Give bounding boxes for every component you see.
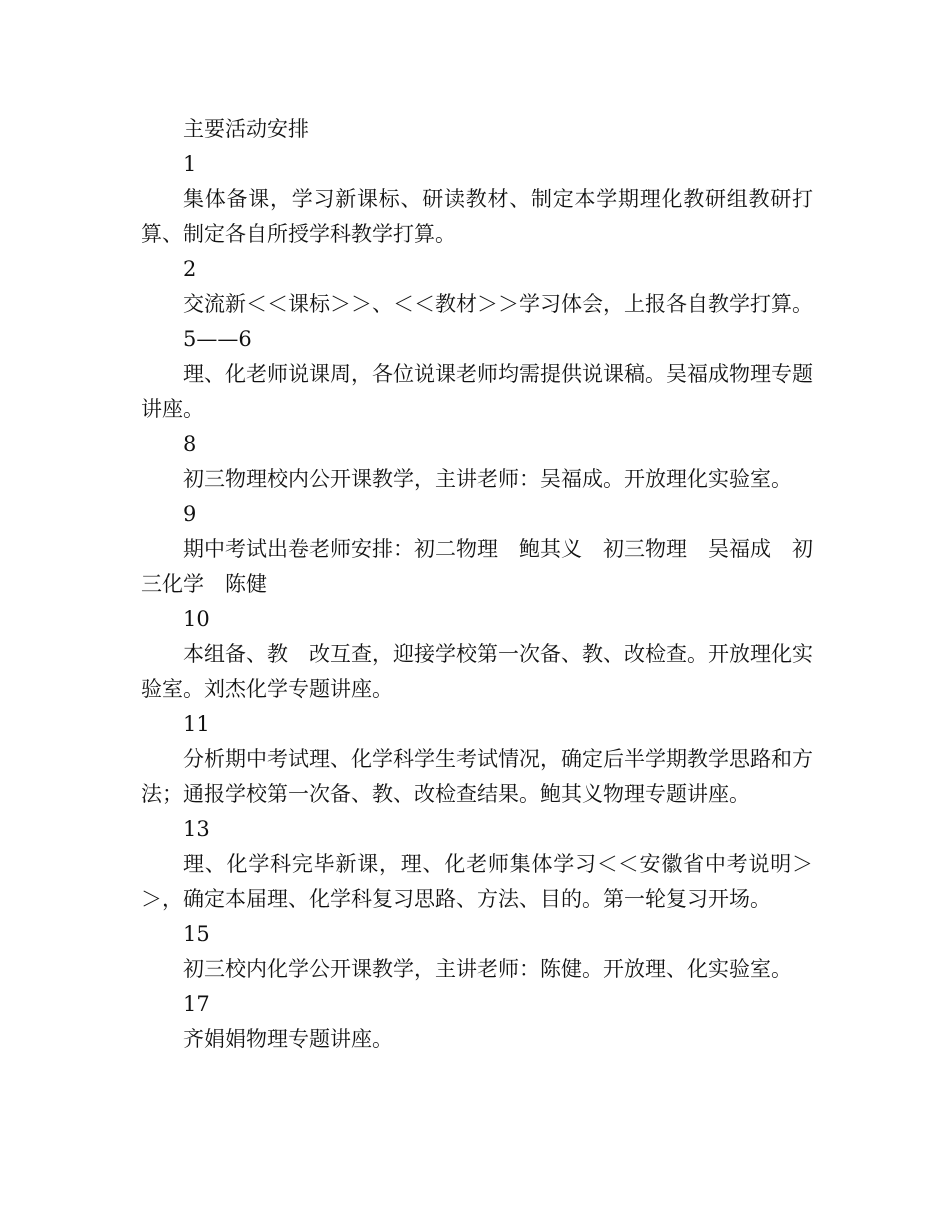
activity-description: 初三校内化学公开课教学，主讲老师：陈健。开放理、化实验室。	[183, 957, 792, 981]
week-number: 15	[183, 922, 210, 946]
week-number: 11	[183, 712, 210, 736]
activity-description: 理、化学科完毕新课，理、化老师集体学习＜＜安徽省中考说明＞＞，确定本届理、化学科复习思路、方法、目的。第一轮复习开场。	[141, 852, 813, 911]
week-number: 8	[183, 432, 197, 456]
activity-description: 初三物理校内公开课教学，主讲老师：吴福成。开放理化实验室。	[183, 467, 792, 491]
activity-description: 理、化老师说课周，各位说课老师均需提供说课稿。吴福成物理专题讲座。	[141, 362, 813, 421]
week-number: 17	[183, 992, 210, 1016]
week-number: 13	[183, 817, 210, 841]
week-number: 2	[183, 257, 197, 281]
week-number: 9	[183, 502, 197, 526]
activity-schedule	[141, 112, 813, 1057]
activity-description: 集体备课，学习新课标、研读教材、制定本学期理化教研组教研打算、制定各自所授学科教学打算。	[141, 187, 813, 246]
week-number: 1	[183, 152, 197, 176]
activity-description: 分析期中考试理、化学科学生考试情况，确定后半学期教学思路和方法；通报学校第一次备、教、改检查结果。鲍其义物理专题讲座。	[141, 747, 813, 806]
activity-description: 交流新＜＜课标＞＞、＜＜教材＞＞学习体会，上报各自教学打算。	[183, 292, 813, 316]
week-number: 5——6	[183, 327, 252, 351]
section-heading: 主要活动安排	[183, 117, 309, 141]
activity-description: 齐娟娟物理专题讲座。	[183, 1027, 393, 1051]
activity-description: 本组备、教 改互查，迎接学校第一次备、教、改检查。开放理化实验室。刘杰化学专题讲座。	[141, 642, 813, 701]
week-number: 10	[183, 607, 210, 631]
activity-description: 期中考试出卷老师安排：初二物理 鲍其义 初三物理 吴福成 初三化学 陈健	[141, 537, 813, 596]
